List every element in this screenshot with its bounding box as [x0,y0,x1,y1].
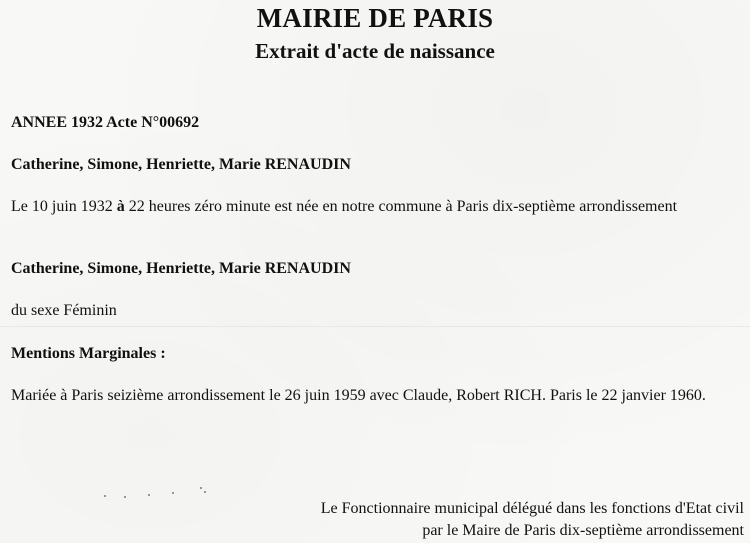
birth-statement-bold: à [116,198,125,215]
signature-line-1: Le Fonctionnaire municipal délégué dans les fonctions d'Etat civil [320,500,744,517]
sex-statement: du sexe Féminin [11,302,117,319]
signature-line-2: par le Maire de Paris dix-septième arrondissement [422,522,744,539]
child-full-name: Catherine, Simone, Henriette, Marie RENAUDIN [11,156,351,173]
marginal-mentions-heading: Mentions Marginales : [11,345,166,362]
act-year-number: ANNEE 1932 Acte N°00692 [11,114,200,131]
marginal-mentions-text: Mariée à Paris seizième arrondissement le 26 juin 1959 avec Claude, Robert RICH. Paris le 22 janvier 1960. [11,387,706,404]
paper-fold-line [0,326,750,327]
birth-statement-prefix: Le 10 juin 1932 [11,198,117,215]
birth-statement [11,197,721,216]
birth-statement-suffix: 22 heures zéro minute est née en notre commune à Paris dix-septième arrondissement [124,198,678,215]
document-title: MAIRIE DE PARIS [256,3,494,33]
ink-specks [100,483,220,503]
document-subtitle: Extrait d'acte de naissance [255,39,495,63]
child-full-name-repeat: Catherine, Simone, Henriette, Marie RENAUDIN [11,260,351,277]
